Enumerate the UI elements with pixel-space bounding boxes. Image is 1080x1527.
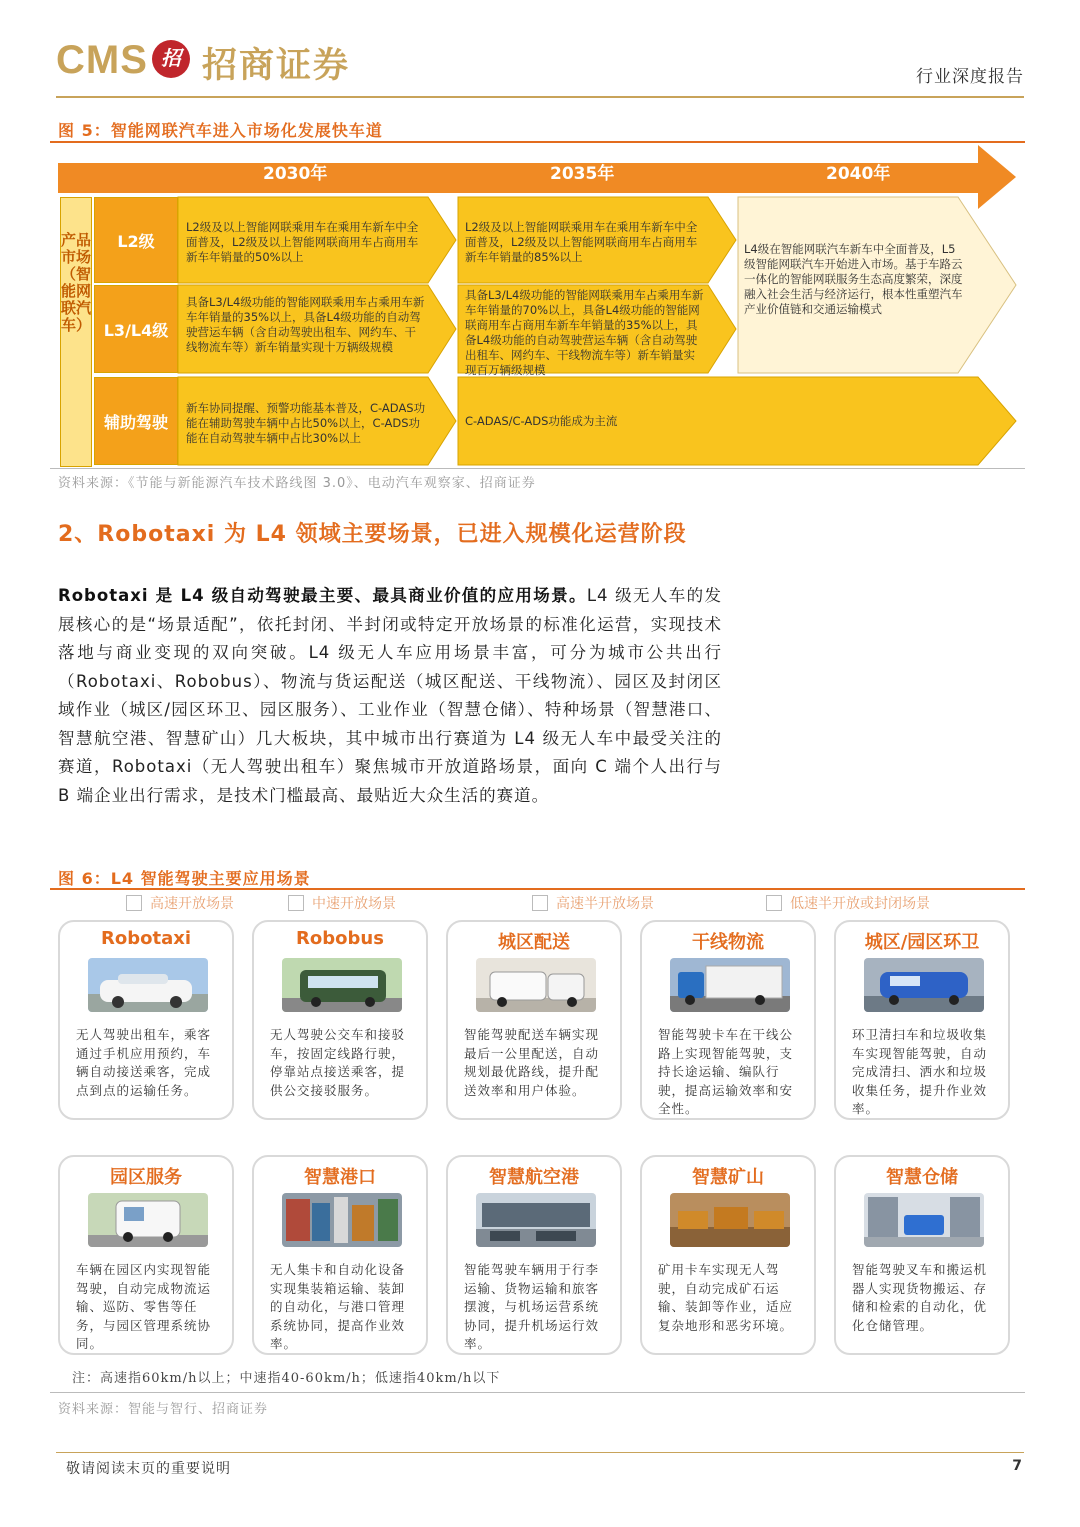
figure6-bottom-rule	[50, 1392, 1025, 1393]
product-market-label: 产品市场（智能网联汽车）	[60, 197, 92, 467]
card-title: 园区服务	[110, 1167, 182, 1188]
truck-image	[670, 958, 790, 1012]
delivery-vehicle-image	[476, 958, 596, 1012]
card-desc: 智能驾驶配送车辆实现最后一公里配送，自动规划最优路线，提升配送效率和用户体验。	[464, 1027, 600, 1098]
roadmap-diagram	[58, 145, 1018, 470]
card-desc: 车辆在园区内实现智能驾驶，自动完成物流运输、巡防、零售等任务，与园区管理系统协同。	[76, 1262, 212, 1351]
warehouse-robot-image	[864, 1193, 984, 1247]
legend-label: 中速开放场景	[312, 896, 396, 912]
legend-label: 高速开放场景	[150, 896, 234, 912]
card-desc: 智能驾驶卡车在干线公路上实现智能驾驶，支持长途运输、编队行驶，提高运输效率和安全性。	[658, 1027, 794, 1116]
cell-assist-2030: 新车协同提醒、预警功能基本普及，C-ADAS功能在辅助驾驶车辆中占比50%以上，C-ADS功能在自动驾驶车辆中占比30%以上	[186, 401, 426, 445]
legend-label: 低速半开放或封闭场景	[790, 896, 930, 912]
cell-l34-2030: 具备L3/L4级功能的智能网联乘用车占乘用车新车年销量的35%以上，具备L4级功能的自动驾驶营运车辆（含自动驾驶出租车、网约车、干线物流车等）新车销量实现十万辆级规模	[186, 295, 425, 354]
row-label-assist: 辅助驾驶	[94, 377, 178, 465]
card-title: 智慧航空港	[489, 1167, 579, 1188]
cell-2040: L4级在智能网联汽车新车中全面普及，L5级智能网联汽车开始进入市场。基于车路云一体化的智能网联服务生态高度繁荣，深度融入社会生活与经济运行，根本性重塑汽车产业价值链和交通运输模式	[744, 242, 963, 316]
legend-high-open	[126, 893, 234, 913]
card-title: 城区配送	[498, 932, 570, 953]
card-desc: 智能驾驶叉车和搬运机器人实现货物搬运、存储和检索的自动化，优化仓储管理。	[852, 1262, 988, 1333]
section-title: 2、Robotaxi 为 L4 领域主要场景，已进入规模化运营阶段	[58, 522, 687, 547]
card-park-service	[58, 1155, 234, 1355]
card-smart-airport	[446, 1155, 622, 1355]
year-2040: 2040年	[826, 164, 891, 184]
card-desc: 无人集卡和自动化设备实现集装箱运输、装卸的自动化，与港口管理系统协同，提高作业效率。	[270, 1262, 406, 1351]
mining-truck-image	[670, 1193, 790, 1247]
figure6-title: 图 6：L4 智能驾驶主要应用场景	[58, 869, 311, 888]
legend-label: 高速半开放场景	[556, 896, 654, 912]
cell-l34-2035: 具备L3/L4级功能的智能网联乘用车占乘用车新车年销量的70%以上，具备L4级功能的智能网联商用车占商用车新车年销量的35%以上，具备L4级功能的自动驾驶营运车辆（含自动驾驶出租车、网约车、干线物流车等）新车销量实现百万辆级规模	[465, 288, 704, 377]
page-header	[0, 0, 1080, 100]
card-trunk-logistics	[640, 920, 816, 1120]
year-2030: 2030年	[263, 164, 328, 184]
card-desc: 无人驾驶出租车，乘客通过手机应用预约，车辆自动接送乘客，完成点到点的运输任务。	[76, 1027, 212, 1098]
figure5-rule	[50, 141, 1025, 143]
park-vehicle-image	[88, 1193, 208, 1247]
card-smart-port	[252, 1155, 428, 1355]
legend-mid-open	[288, 893, 396, 913]
checkbox-icon	[766, 895, 782, 911]
card-title: Robotaxi	[100, 928, 191, 949]
legend-high-semi	[532, 893, 654, 913]
figure6-source: 资料来源：智能与智行、招商证券	[58, 1402, 269, 1417]
logo-badge-icon: 招	[152, 40, 190, 78]
checkbox-icon	[126, 895, 142, 911]
card-title: 智慧港口	[304, 1167, 376, 1188]
row-label-l34: L3/L4级	[94, 285, 178, 373]
card-smart-mine	[640, 1155, 816, 1355]
robobus-image	[282, 958, 402, 1012]
year-2035: 2035年	[550, 164, 615, 184]
section-paragraph	[58, 582, 722, 810]
card-title: 智慧矿山	[692, 1167, 764, 1188]
row-label-l2: L2级	[94, 197, 178, 283]
card-desc: 智能驾驶车辆用于行李运输、货物运输和旅客摆渡，与机场运营系统协同，提升机场运行效率。	[464, 1262, 600, 1351]
airport-image	[476, 1193, 596, 1247]
port-image	[282, 1193, 402, 1247]
card-desc: 矿用卡车实现无人驾驶，自动完成矿石运输、装卸等作业，适应复杂地形和恶劣环境。	[658, 1262, 794, 1333]
header-divider	[56, 96, 1024, 98]
cell-assist-2035plus: C-ADAS/C-ADS功能成为主流	[465, 414, 618, 428]
logo-chinese: 招商证券	[202, 45, 351, 86]
paragraph-body: L4 级无人车的发展核心的是“场景适配”，依托封闭、半封闭或特定开放场景的标准化运营，实现技术落地与商业变现的双向突破。L4 级无人车应用场景丰富，可分为城市公共出行（Robotaxi、Robobus）、物流与货运配送（城区配送、干线物流）、园区及封闭区域作业（城区/园区环卫、园区服务）、工业作业（智慧仓储）、特种场景（智慧港口、智慧航空港、智慧矿山）几大板块，其中城市出行赛道为 L4 级无人车中最受关注的赛道，Robotaxi（无人驾驶出租车）聚焦城市开放道路场景，面向 C 端个人出行与 B 端企业出行需求，是技术门槛最高、最贴近大众生活的赛道。	[58, 586, 722, 805]
card-title: Robobus	[296, 928, 384, 949]
card-title: 城区/园区环卫	[864, 932, 980, 953]
card-desc: 环卫清扫车和垃圾收集车实现智能驾驶，自动完成清扫、洒水和垃圾收集任务，提升作业效率。	[852, 1027, 988, 1116]
card-robotaxi	[58, 920, 234, 1120]
speed-note: 注：高速指60km/h以上；中速指40-60km/h；低速指40km/h以下	[72, 1371, 501, 1386]
page-number: 7	[1012, 1458, 1022, 1474]
cell-l2-2035: L2级及以上智能网联乘用车在乘用车新车中全面普及，L2级及以上智能网联商用车占商用车新车年销量的85%以上	[465, 220, 698, 264]
figure5-bottom-rule	[50, 468, 1025, 469]
figure5-source: 资料来源：《节能与新能源汽车技术路线图 3.0》、电动汽车观察家、招商证券	[58, 476, 536, 491]
card-robobus	[252, 920, 428, 1120]
figure6-rule	[50, 888, 1025, 890]
footer-divider	[56, 1452, 1024, 1453]
figure5-title: 图 5：智能网联汽车进入市场化发展快车道	[58, 121, 383, 140]
card-sanitation	[834, 920, 1010, 1120]
checkbox-icon	[288, 895, 304, 911]
card-desc: 无人驾驶公交车和接驳车，按固定线路行驶，停靠站点接送乘客，提供公交接驳服务。	[270, 1027, 406, 1098]
paragraph-lead: Robotaxi 是 L4 级自动驾驶最主要、最具商业价值的应用场景。	[58, 586, 587, 605]
card-title: 干线物流	[692, 932, 764, 953]
card-smart-warehouse	[834, 1155, 1010, 1355]
checkbox-icon	[532, 895, 548, 911]
sweeper-image	[864, 958, 984, 1012]
cell-l2-2030: L2级及以上智能网联乘用车在乘用车新车中全面普及，L2级及以上智能网联商用车占商用车新车年销量的50%以上	[186, 220, 419, 264]
footer-disclaimer: 敬请阅读末页的重要说明	[66, 1461, 231, 1477]
robotaxi-image	[88, 958, 208, 1012]
legend-low-semi-closed	[766, 893, 930, 913]
card-urban-delivery	[446, 920, 622, 1120]
logo-latin: CMS	[56, 38, 148, 82]
card-title: 智慧仓储	[886, 1167, 958, 1188]
report-type: 行业深度报告	[916, 67, 1024, 87]
